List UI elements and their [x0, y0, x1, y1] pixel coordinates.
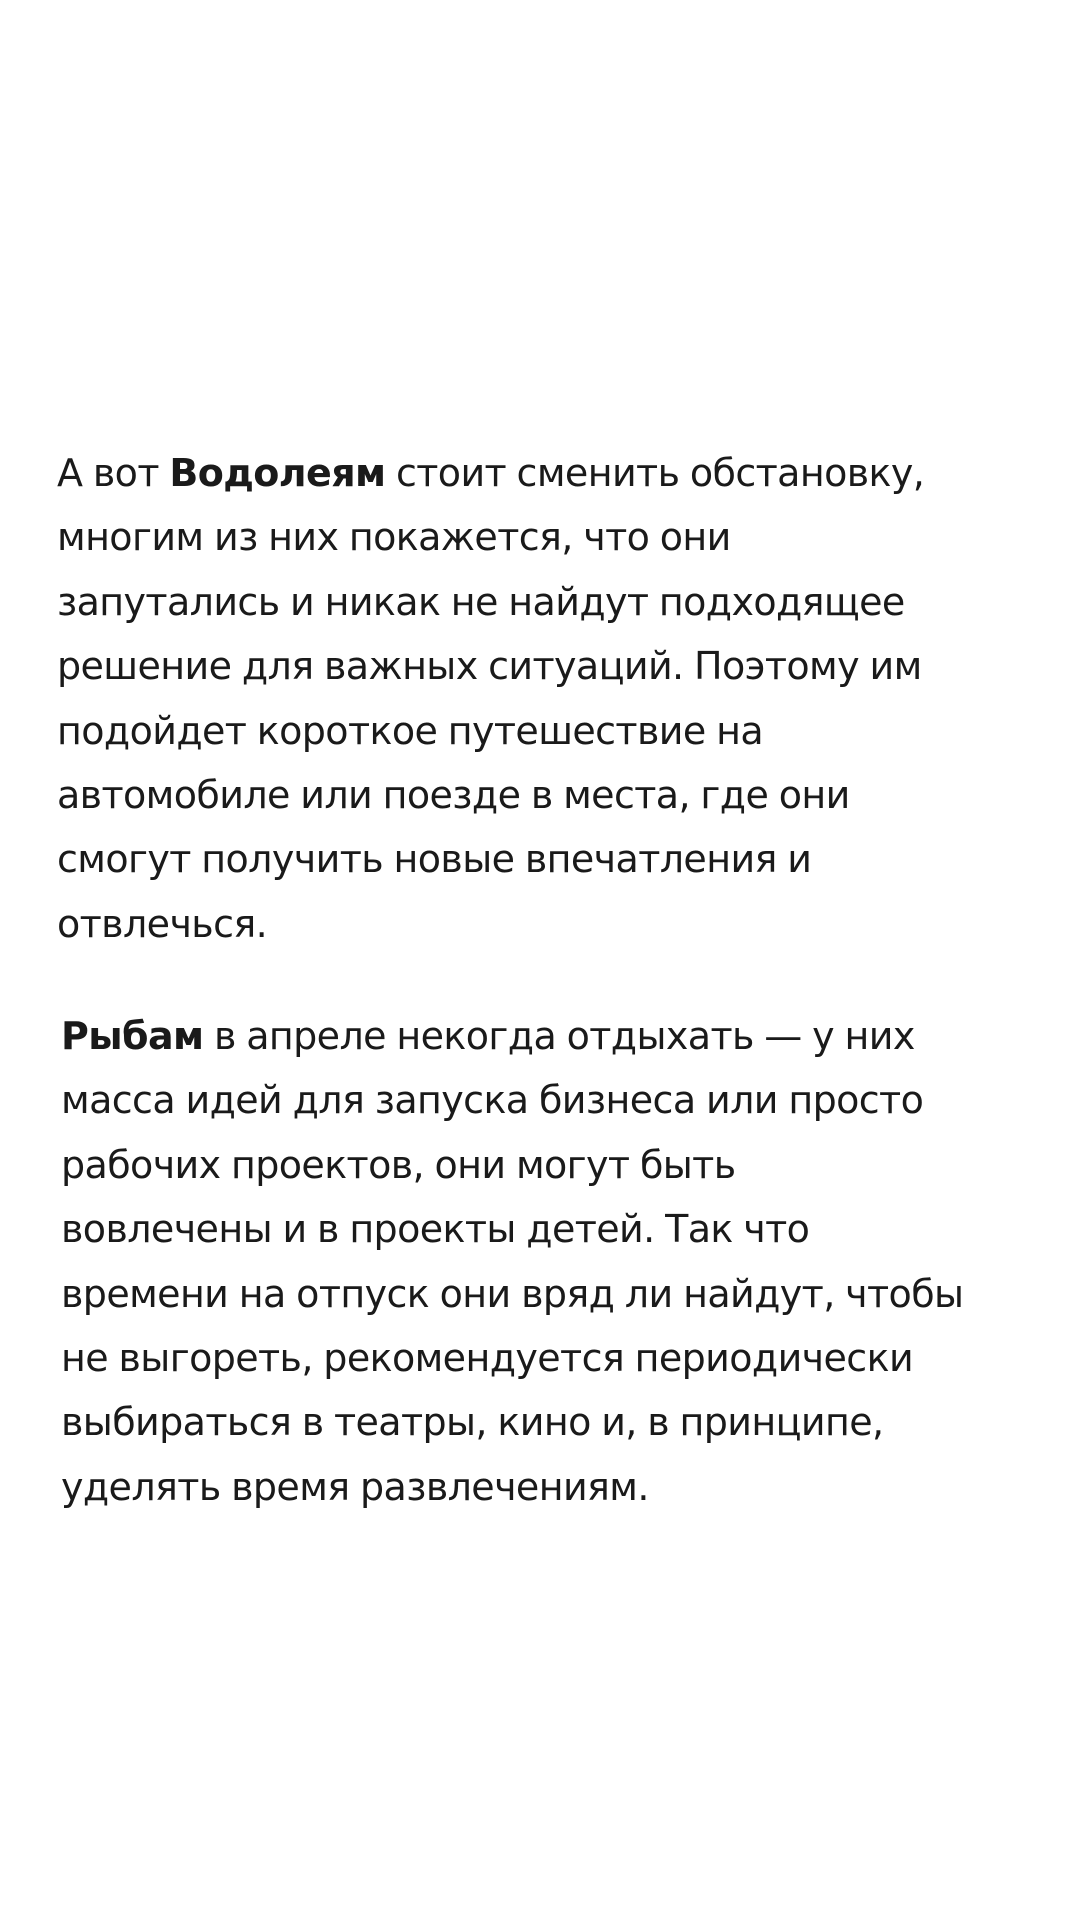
pisces-line-2: масса идей для запуска бизнеса или просто — [61, 1078, 924, 1123]
pisces-line-8: уделять время развлечениям. — [61, 1464, 649, 1509]
aquarius-line-2: многим из них покажется, что они — [57, 515, 731, 560]
pisces-line-4: вовлечены и в проекты детей. Так что — [61, 1207, 810, 1252]
aquarius-line-8: отвлечься. — [57, 901, 268, 946]
pisces-sign: Рыбам — [61, 1014, 204, 1058]
aquarius-line-5: подойдет короткое путешествие на — [57, 708, 764, 753]
pisces-line-1-rest: в апреле некогда отдыхать — у них — [213, 1014, 915, 1058]
aquarius-line-4: решение для важных ситуаций. Поэтому им — [57, 644, 922, 689]
pisces-line-1 — [61, 1004, 1061, 1068]
pisces-line-5: времени на отпуск они вряд ли найдут, чтобы — [61, 1271, 964, 1316]
aquarius-line-1-rest: стоит сменить обстановку, — [395, 451, 925, 495]
aquarius-line-1 — [57, 441, 1057, 505]
aquarius-sign: Водолеям — [169, 451, 386, 495]
aquarius-line-3: запутались и никак не найдут подходящее — [57, 579, 905, 624]
aquarius-lead: А вот — [57, 451, 159, 495]
pisces-paragraph — [61, 1004, 1061, 1519]
aquarius-line-6: автомобиле или поезде в места, где они — [57, 773, 850, 818]
pisces-line-3: рабочих проектов, они могут быть — [61, 1142, 736, 1187]
aquarius-line-7: смогут получить новые впечатления и — [57, 837, 812, 882]
pisces-line-6: не выгореть, рекомендуется периодически — [61, 1336, 914, 1381]
pisces-line-7: выбираться в театры, кино и, в принципе, — [61, 1400, 884, 1445]
aquarius-paragraph — [57, 441, 1057, 956]
